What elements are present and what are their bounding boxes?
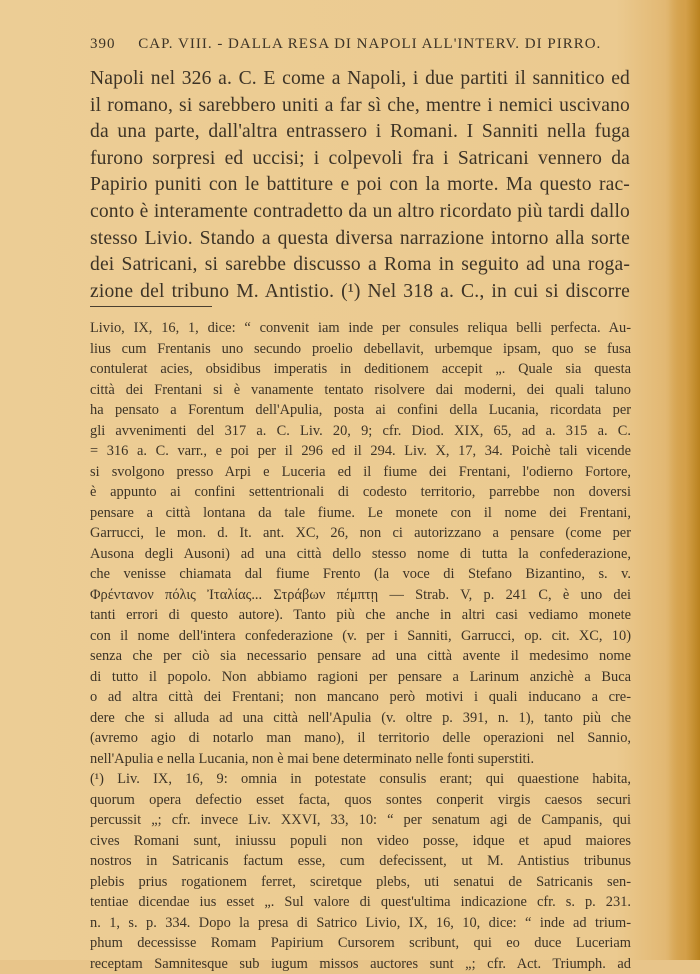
footnote-line: (avremo agio di notarlo man mano), il territorio delle operazioni nel Sannio, (90, 728, 631, 749)
main-text-line: zione del tribuno M. Antistio. (¹) Nel 318 a. C., in cui si discorre (90, 279, 630, 306)
footnote-line: senza che per ciò sia necessario pensare ad una città avente il medesimo nome (90, 646, 631, 667)
footnote-line: è appunto ai confini settentrionali di codesto territorio, parrebbe non doversi (90, 482, 631, 503)
running-title: CAP. VIII. - DALLA RESA DI NAPOLI ALL'INTERV. DI PIRRO. (138, 36, 601, 52)
footnote-line: cives Romani sunt, iniussu populi non video posse, idque et apud maiores (90, 831, 631, 852)
footnote-line: città dei Frentani si è vanamente tentato risolvere dai moderni, dei quali taluno (90, 380, 631, 401)
footnote-line: = 316 a. C. varr., e poi per il 296 ed il 294. Liv. X, 17, 34. Poichè tali vicende (90, 441, 631, 462)
main-text-line: Papirio puniti con le battiture e poi con la morte. Ma questo rac- (90, 172, 630, 199)
footnote-line: Φρέντανον πόλις Ἰταλίας... Στράβων πέμπτῃ — Strab. V, p. 241 C, è uno dei (90, 585, 631, 606)
running-header (90, 36, 630, 60)
footnote-line: che venisse chiamata dal fiume Frento (la voce di Stefano Bizantino, s. v. (90, 564, 631, 585)
footnote-line: Livio, IX, 16, 1, dice: “ convenit iam inde per consules reliqua belli perfecta. Au- (90, 318, 631, 339)
footnote-line: ha pensato a Forentum dell'Apulia, posta ai confini della Lucania, ricordata per (90, 400, 631, 421)
footnote-line: quorum opera defectio esset facta, quos sontes conperit virgis caesos securi (90, 790, 631, 811)
main-text-line: furono sorpresi ed uccisi; i colpevoli fra i Satricani vennero da (90, 146, 630, 173)
footnote-line: tanti errori di questo autore). Tanto più che anche in altri casi vediamo monete (90, 605, 631, 626)
footnote-line: n. 1, s. p. 334. Dopo la presa di Satrico Livio, IX, 16, 10, dice: “ inde ad trium- (90, 913, 631, 934)
footnote-line: dere che si alluda ad una città nell'Apulia (v. oltre p. 391, n. 1), tanto più che (90, 708, 631, 729)
footnote-line: receptam Samnitesque sub iugum missos auctores sunt „; cfr. Act. Triumph. ad (90, 954, 631, 974)
main-text (90, 66, 630, 305)
footnote-line: gli avvenimenti del 317 a. C. Liv. 20, 9; cfr. Diod. XIX, 65, ad a. 315 a. C. (90, 421, 631, 442)
main-text-line: il romano, si sarebbero uniti a far sì che, mentre i nemici uscivano (90, 93, 630, 120)
footnote-line: phum decessisse Romam Papirium Cursorem scribunt, qui eo duce Luceriam (90, 933, 631, 954)
footnote-line: Ausona degli Ausoni) ad una città dello stesso nome di tutta la confederazione, (90, 544, 631, 565)
main-text-line: conto è interamente contradetto da un altro ricordato più tardi dallo (90, 199, 630, 226)
footnote-line: nostros in Satricanis factum esse, cum defecissent, ut M. Antistius tribunus (90, 851, 631, 872)
footnote-line: nell'Apulia e nella Lucania, non è mai bene determinato nelle fonti superstiti. (90, 749, 631, 770)
main-text-line: da una parte, dall'altra entrassero i Romani. I Sanniti nella fuga (90, 119, 630, 146)
footnote-line: contulerat acies, obsidibus imperatis in deditionem accepit „. Quale sia questa (90, 359, 631, 380)
footnote-line: o ad altra città dei Frentani; non mancano però motivi i quali inducano a cre- (90, 687, 631, 708)
footnote-line: pensare a città lontana da tale fiume. Le monete con il nome dei Frentani, (90, 503, 631, 524)
footnotes (90, 318, 631, 974)
page-gutter-shadow (668, 0, 700, 960)
footnote-line: si svolgono presso Arpi e Luceria ed il fiume dei Frentani, l'odierno Fortore, (90, 462, 631, 483)
main-text-line: Napoli nel 326 a. C. E come a Napoli, i due partiti il sannitico ed (90, 66, 630, 93)
footnote-line: lius cum Frentanis uno secundo proelio debellavit, urbemque ipsam, quo se fusa (90, 339, 631, 360)
footnote-line: Garrucci, le mon. d. It. ant. XC, 26, non ci autorizzano a pensare (come per (90, 523, 631, 544)
footnote-line: di tutto il popolo. Non abbiamo ragioni per pensare a Larinum anzichè a Buca (90, 667, 631, 688)
footnote-line: (¹) Liv. IX, 16, 9: omnia in potestate consulis erant; qui quaestione habita, (90, 769, 631, 790)
footnote-line: percussit „; cfr. invece Liv. XXVI, 33, 10: “ per senatum agi de Campanis, qui (90, 810, 631, 831)
footnote-separator (90, 306, 212, 307)
main-text-line: dei Satricani, si sarebbe discusso a Roma in seguito ad una roga- (90, 252, 630, 279)
footnote-line: plebis prius rogationem ferret, sciretque plebs, uti senatui de Satricanis sen- (90, 872, 631, 893)
page-number: 390 (90, 36, 116, 52)
main-text-line: stesso Livio. Stando a questa diversa narrazione intorno alla sorte (90, 226, 630, 253)
footnote-line: tentiae dicendae ius esset „. Sul valore di quest'ultima indicazione cfr. s. p. 231. (90, 892, 631, 913)
footnote-line: con il nome dell'intera confederazione (v. per i Sanniti, Garrucci, op. cit. XC, 10) (90, 626, 631, 647)
